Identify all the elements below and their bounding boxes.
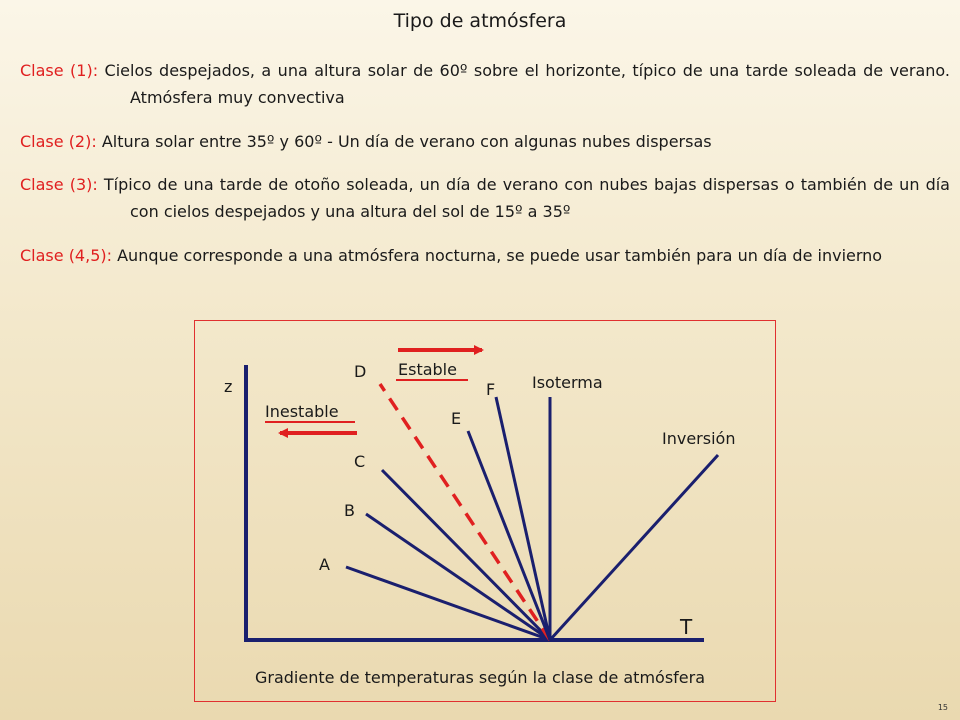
class-1-label: Clase (1): — [20, 61, 99, 80]
t-axis-label: T — [680, 615, 693, 639]
label-d: D — [354, 362, 367, 381]
class-3-label: Clase (3): — [20, 175, 98, 194]
label-estable: Estable — [398, 360, 457, 379]
class-3-text: Típico de una tarde de otoño soleada, un día de verano con nubes bajas dispersas o también de un día con cielos despejados y una altura del sol de 15º a 35º — [97, 175, 950, 221]
page-title: Tipo de atmósfera — [393, 10, 567, 32]
label-a: A — [319, 555, 330, 574]
page-number: 15 — [937, 703, 948, 712]
class-1-text: Cielos despejados, a una altura solar de 60º sobre el horizonte, típico de una tarde soleada de verano. Atmósfera muy convectiva — [98, 61, 950, 107]
label-b: B — [344, 501, 355, 520]
line-inversion — [550, 455, 718, 640]
line-f — [496, 397, 550, 640]
class-2-text: Altura solar entre 35º y 60º - Un día de verano con algunas nubes dispersas — [96, 132, 712, 151]
label-inestable: Inestable — [265, 402, 339, 421]
line-a — [346, 567, 550, 640]
class-2-label: Clase (2): — [20, 132, 97, 151]
label-c: C — [354, 452, 366, 471]
z-axis-label: z — [224, 377, 233, 396]
class-45-label: Clase (4,5): — [20, 246, 113, 265]
label-f: F — [486, 380, 496, 399]
line-c — [382, 470, 550, 640]
label-isoterma: Isoterma — [532, 373, 603, 392]
diagram-caption: Gradiente de temperaturas según la clase de atmósfera — [254, 668, 706, 687]
line-b — [366, 514, 550, 640]
class-45-text: Aunque corresponde a una atmósfera nocturna, se puede usar también para un día de invierno — [112, 246, 883, 265]
label-inversion: Inversión — [662, 429, 736, 448]
label-e: E — [451, 409, 462, 428]
line-d-dashed — [380, 384, 550, 640]
